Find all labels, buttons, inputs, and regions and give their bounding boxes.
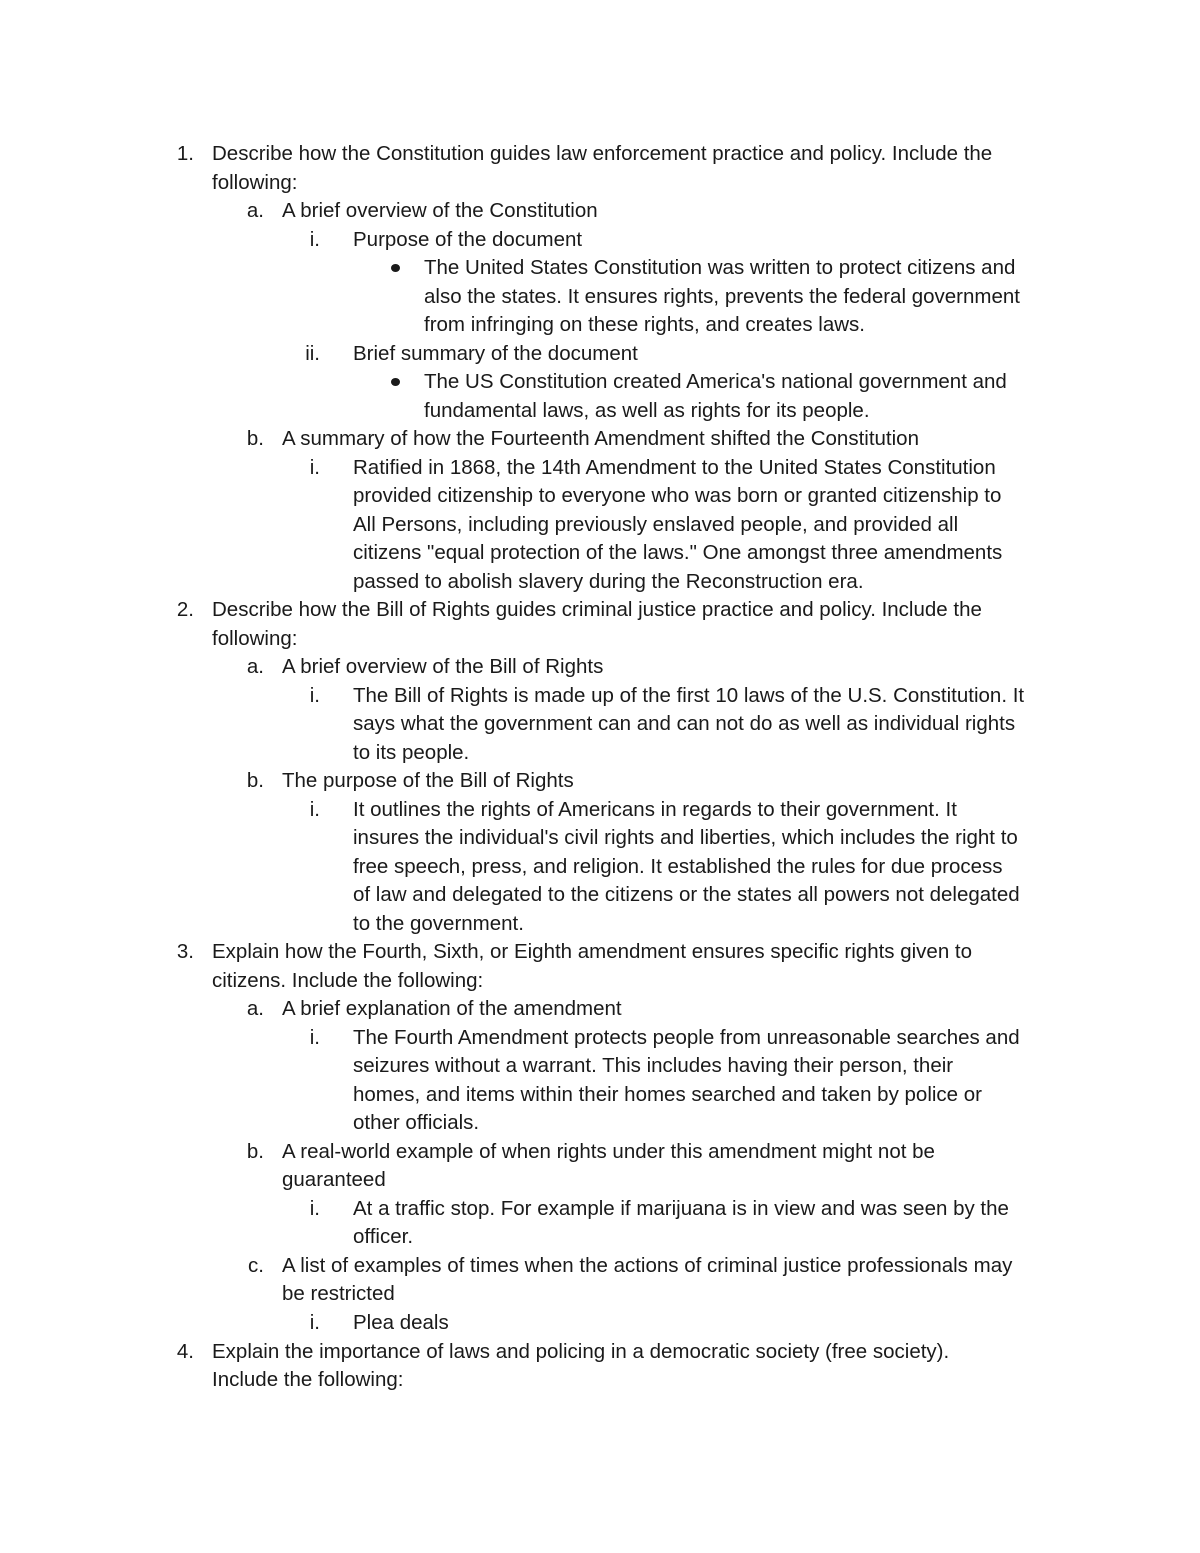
item-text: following: xyxy=(212,171,298,194)
list-letter: a. xyxy=(246,199,264,222)
item-text: Describe how the Bill of Rights guides criminal justice practice and policy. Include the xyxy=(212,598,982,621)
item-text: The purpose of the Bill of Rights xyxy=(282,769,574,792)
item-text: The US Constitution created America's national government and xyxy=(424,370,1007,393)
list-letter: b. xyxy=(246,427,264,450)
item-text: fundamental laws, as well as rights for its people. xyxy=(424,399,870,422)
item-text: also the states. It ensures rights, prevents the federal government xyxy=(424,285,1020,308)
item-text: guaranteed xyxy=(282,1168,386,1191)
item-text: passed to abolish slavery during the Reconstruction era. xyxy=(353,570,864,593)
item-text: following: xyxy=(212,627,298,650)
list-letter: a. xyxy=(246,655,264,678)
item-text: homes, and items within their homes searched and taken by police or xyxy=(353,1083,983,1106)
item-text: provided citizenship to everyone who was born or granted citizenship to xyxy=(353,484,1002,507)
item-text: of law and delegated to the citizens or the states all powers not delegated xyxy=(353,883,1020,906)
list-roman: i. xyxy=(309,798,320,821)
item-text: from infringing on these rights, and creates laws. xyxy=(424,313,865,336)
item-text: says what the government can and can not do as well as individual rights xyxy=(353,712,1016,735)
item-text: seizures without a warrant. This includes having their person, their xyxy=(353,1054,954,1077)
item-text: A brief overview of the Constitution xyxy=(282,199,598,222)
list-roman: i. xyxy=(309,684,320,707)
item-text: The United States Constitution was written to protect citizens and xyxy=(424,256,1016,279)
list-letter: a. xyxy=(246,997,264,1020)
item-text: A brief overview of the Bill of Rights xyxy=(282,655,604,678)
item-text: other officials. xyxy=(353,1111,480,1134)
item-text: citizens "equal protection of the laws." One amongst three amendments xyxy=(353,541,1003,564)
item-text: Purpose of the document xyxy=(353,228,583,251)
item-text: Describe how the Constitution guides law enforcement practice and policy. Include the xyxy=(212,142,993,165)
bullet-dot-icon xyxy=(391,378,400,386)
bullet-dot-icon xyxy=(391,264,400,272)
item-text: citizens. Include the following: xyxy=(212,969,484,992)
item-text: A list of examples of times when the actions of criminal justice professionals may xyxy=(282,1254,1013,1277)
item-text: Plea deals xyxy=(353,1311,449,1334)
item-text: officer. xyxy=(353,1225,414,1248)
item-text: Ratified in 1868, the 14th Amendment to the United States Constitution xyxy=(353,456,996,479)
item-text: be restricted xyxy=(282,1282,395,1305)
list-roman: i. xyxy=(309,1026,320,1049)
list-letter: b. xyxy=(246,1140,264,1163)
list-roman: ii. xyxy=(305,342,320,365)
item-text: A brief explanation of the amendment xyxy=(282,997,622,1020)
item-text: Explain how the Fourth, Sixth, or Eighth amendment ensures specific rights given to xyxy=(212,940,973,963)
list-number: 2. xyxy=(176,598,194,621)
item-text: A real-world example of when rights under this amendment might not be xyxy=(282,1140,935,1163)
item-text: The Bill of Rights is made up of the first 10 laws of the U.S. Constitution. It xyxy=(353,684,1025,707)
item-text: The Fourth Amendment protects people from unreasonable searches and xyxy=(353,1026,1020,1049)
item-text: Explain the importance of laws and policing in a democratic society (free society). xyxy=(212,1340,950,1363)
list-number: 1. xyxy=(176,142,194,165)
list-roman: i. xyxy=(309,456,320,479)
item-text: It outlines the rights of Americans in regards to their government. It xyxy=(353,798,957,821)
item-text: All Persons, including previously enslaved people, and provided all xyxy=(353,513,959,536)
item-text: A summary of how the Fourteenth Amendment shifted the Constitution xyxy=(282,427,919,450)
list-letter: b. xyxy=(246,769,264,792)
list-roman: i. xyxy=(309,1197,320,1220)
item-text: to the government. xyxy=(353,912,524,935)
list-number: 4. xyxy=(176,1340,194,1363)
item-text: free speech, press, and religion. It established the rules for due process xyxy=(353,855,1003,878)
list-roman: i. xyxy=(309,1311,320,1334)
item-text: Include the following: xyxy=(212,1368,404,1391)
item-text: Brief summary of the document xyxy=(353,342,638,365)
item-text: insures the individual's civil rights and liberties, which includes the right to xyxy=(353,826,1018,849)
item-text: At a traffic stop. For example if marijuana is in view and was seen by the xyxy=(353,1197,1009,1220)
list-roman: i. xyxy=(309,228,320,251)
item-text: to its people. xyxy=(353,741,470,764)
list-letter: c. xyxy=(248,1254,264,1277)
list-number: 3. xyxy=(176,940,194,963)
